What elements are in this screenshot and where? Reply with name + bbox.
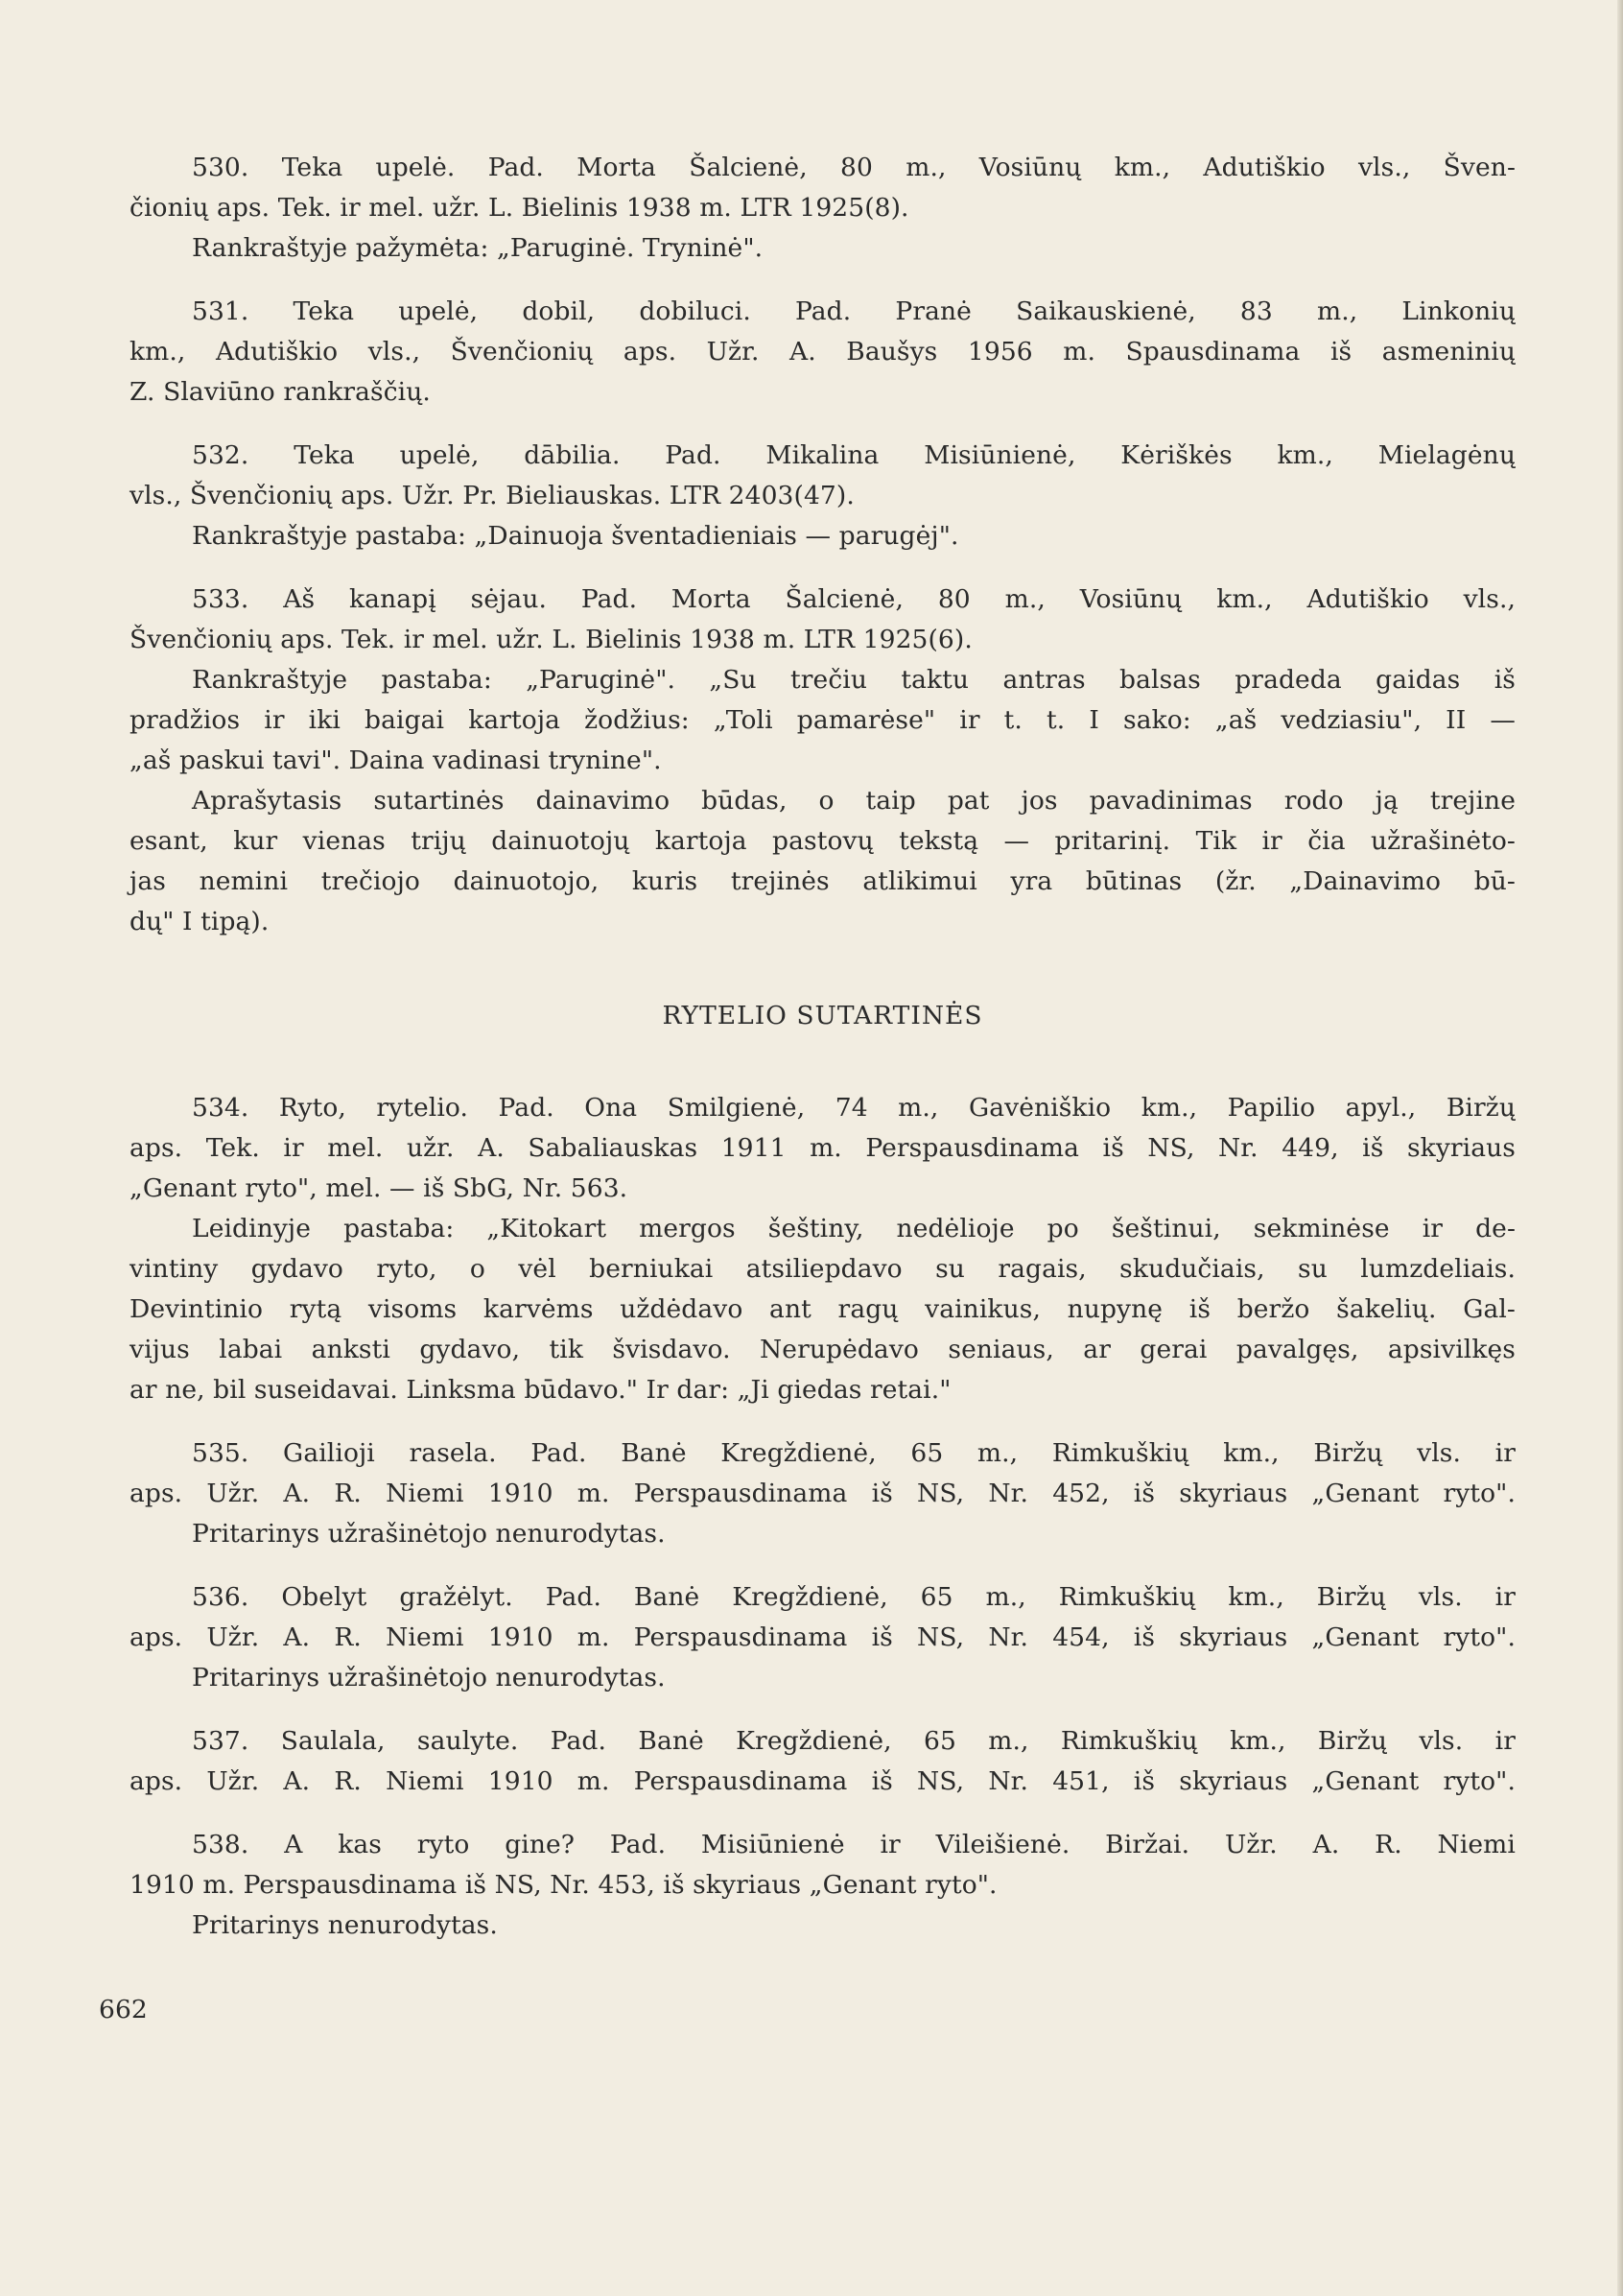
text-line: 538. A kas ryto gine? Pad. Misiūnienė ir Vileišienė. Biržai. Užr. A. R. Niemi <box>192 1830 1516 1859</box>
text-line: aps. Užr. A. R. Niemi 1910 m. Perspausdinama iš NS, Nr. 451, iš skyriaus „Genant ryto". <box>129 1766 1516 1796</box>
text-line: aps. Tek. ir mel. užr. A. Sabaliauskas 1911 m. Perspausdinama iš NS, Nr. 449, iš skyriaus <box>129 1133 1516 1163</box>
text-line: 536. Obelyt gražėlyt. Pad. Banė Kregždienė, 65 m., Rimkuškių km., Biržų vls. ir <box>192 1582 1516 1612</box>
text-line: čionių aps. Tek. ir mel. užr. L. Bielinis 1938 m. LTR 1925(8). <box>129 193 909 223</box>
text-line: 532. Teka upelė, dābilia. Pad. Mikalina Misiūnienė, Kėriškės km., Mielagėnų <box>192 440 1516 470</box>
text-line: vintiny gydavo ryto, o vėl berniukai atsiliepdavo su ragais, skudučiais, su lumzdeliais. <box>129 1254 1516 1284</box>
text-line: ar ne, bil suseidavai. Linksma būdavo." Ir dar: „Ji giedas retai." <box>129 1375 952 1405</box>
text-line: Z. Slaviūno rankraščių. <box>129 377 431 407</box>
text-line: Švenčionių aps. Tek. ir mel. užr. L. Bielinis 1938 m. LTR 1925(6). <box>129 625 973 654</box>
text-line: 533. Aš kanapį sėjau. Pad. Morta Šalcienė, 80 m., Vosiūnų km., Adutiškio vls., <box>192 584 1516 614</box>
text-line: aps. Užr. A. R. Niemi 1910 m. Perspausdinama iš NS, Nr. 454, iš skyriaus „Genant ryto". <box>129 1622 1516 1652</box>
text-line: aps. Užr. A. R. Niemi 1910 m. Perspausdinama iš NS, Nr. 452, iš skyriaus „Genant ryto". <box>129 1479 1516 1508</box>
text-line: esant, kur vienas trijų dainuotojų kartoja pastovų tekstą — pritarinį. Tik ir čia užrašinėto- <box>129 826 1516 856</box>
text-line: 1910 m. Perspausdinama iš NS, Nr. 453, iš skyriaus „Genant ryto". <box>129 1870 998 1900</box>
text-line: 537. Saulala, saulyte. Pad. Banė Kregždienė, 65 m., Rimkuškių km., Biržų vls. ir <box>192 1726 1516 1756</box>
text-line: 530. Teka upelė. Pad. Morta Šalcienė, 80 m., Vosiūnų km., Adutiškio vls., Šven- <box>192 153 1516 182</box>
page-edge <box>1617 0 1623 2296</box>
text-line: pradžios ir iki baigai kartoja žodžius: „Toli pamarėse" ir t. t. I sako: „aš vedziasiu", II — <box>129 705 1516 735</box>
text-line: Rankraštyje pastaba: „Dainuoja šventadieniais — parugėj". <box>192 521 959 551</box>
text-line: Rankraštyje pastaba: „Paruginė". „Su trečiu taktu antras balsas pradeda gaidas iš <box>192 665 1516 695</box>
text-line: Pritarinys užrašinėtojo nenurodytas. <box>192 1519 666 1549</box>
text-line: vls., Švenčionių aps. Užr. Pr. Bieliauskas. LTR 2403(47). <box>129 481 855 510</box>
text-line: 534. Ryto, rytelio. Pad. Ona Smilgienė, 74 m., Gavėniškio km., Papilio apyl., Biržų <box>192 1093 1516 1123</box>
text-line: km., Adutiškio vls., Švenčionių aps. Užr. A. Baušys 1956 m. Spausdinama iš asmeninių <box>129 337 1516 367</box>
text-line: vijus labai anksti gydavo, tik švisdavo. Nerupėdavo seniaus, ar gerai pavalgęs, apsivilkęs <box>129 1335 1516 1364</box>
text-line: jas nemini trečiojo dainuotojo, kuris trejinės atlikimui yra būtinas (žr. „Dainavimo bū- <box>129 866 1516 896</box>
text-line: Pritarinys užrašinėtojo nenurodytas. <box>192 1663 666 1692</box>
text-line: Pritarinys nenurodytas. <box>192 1910 498 1940</box>
text-line: „Genant ryto", mel. — iš SbG, Nr. 563. <box>129 1173 628 1203</box>
text-line: Leidinyje pastaba: „Kitokart mergos šeštiny, nedėlioje po šeštinui, sekminėse ir de- <box>192 1214 1516 1243</box>
text-line: 535. Gailioji rasela. Pad. Banė Kregždienė, 65 m., Rimkuškių km., Biržų vls. ir <box>192 1438 1516 1468</box>
text-line: 531. Teka upelė, dobil, dobiluci. Pad. Pranė Saikauskienė, 83 m., Linkonių <box>192 296 1516 326</box>
text-line: Devintinio rytą visoms karvėms uždėdavo ant ragų vainikus, nupynę iš beržo šakelių. Gal- <box>129 1294 1516 1324</box>
text-line: dų" I tipą). <box>129 907 270 936</box>
text-line: Aprašytasis sutartinės dainavimo būdas, o taip pat jos pavadinimas rodo ją trejine <box>192 786 1516 816</box>
page-number: 662 <box>99 1995 148 2024</box>
section-heading: RYTELIO SUTARTINĖS <box>662 1001 983 1030</box>
text-line: „aš paskui tavi". Daina vadinasi trynine". <box>129 746 662 775</box>
text-line: Rankraštyje pažymėta: „Paruginė. Tryninė". <box>192 233 764 263</box>
